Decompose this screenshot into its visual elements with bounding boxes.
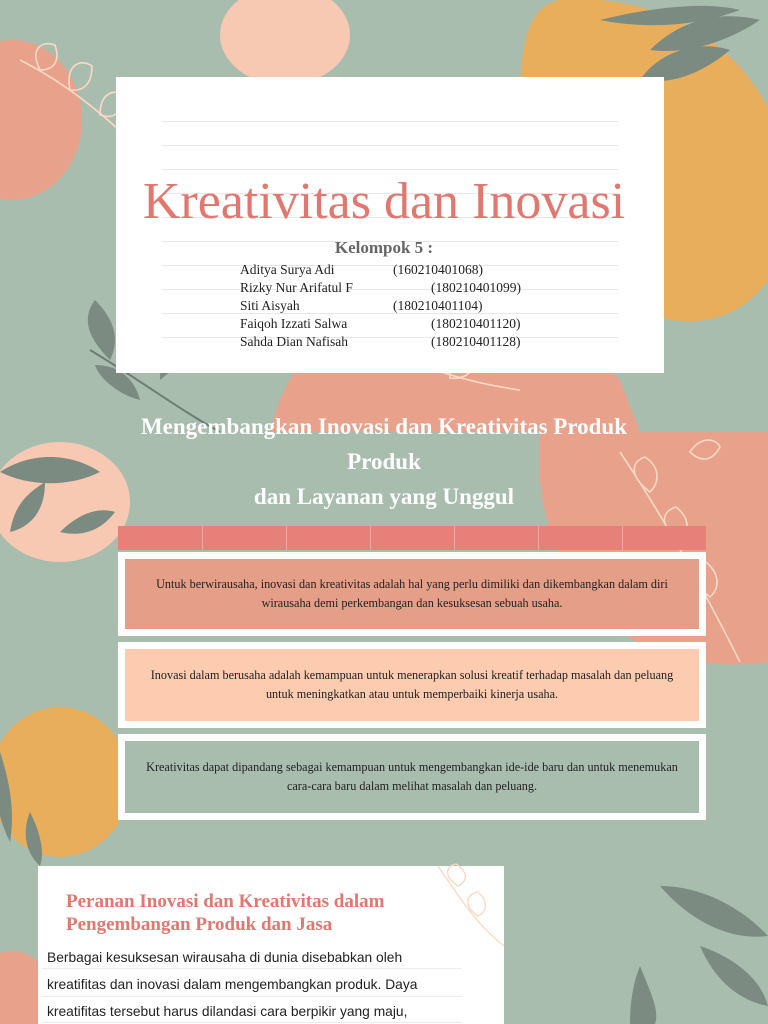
member-name: Rizky Nur Arifatul F <box>240 280 353 295</box>
info-box-text: Kreativitas dapat dipandang sebagai kemampuan untuk mengembangkan ide-ide baru dan untuk menemukan cara-cara baru dalam melihat masalah dan peluang. <box>125 741 699 813</box>
member-nim: (180210401120) <box>431 316 521 331</box>
info-box-text: Inovasi dalam berusaha adalah kemampuan untuk menerapkan solusi kreatif terhadap masalah dan peluang untuk meningkatkan atau untuk memperbaiki kinerja usaha. <box>125 649 699 721</box>
presentation-title: Kreativitas dan Inovasi <box>142 173 626 230</box>
member-name: Aditya Surya Adi <box>240 262 335 277</box>
slide3-title-line1: Peranan Inovasi dan Kreativitas dalam <box>66 891 385 912</box>
body-text-line: kreatifitas tersebut harus dilandasi cara berpikir yang maju, <box>47 1004 408 1019</box>
info-box-3 <box>118 734 706 820</box>
slide3-title-line2: Pengembangan Produk dan Jasa <box>66 914 333 935</box>
section-heading-line3: dan Layanan yang Unggul <box>253 484 515 509</box>
info-box-text: Untuk berwirausaha, inovasi dan kreativitas adalah hal yang perlu dimiliki dan dikembangkan dalam diri wirausaha demi perkembangan dan kesuksesan sebuah usaha. <box>125 559 699 629</box>
member-nim: (180210401128) <box>431 334 521 349</box>
slide3-title <box>66 890 384 936</box>
group-label: Kelompok 5 : <box>334 238 434 257</box>
member-nim: (180210401099) <box>431 280 521 295</box>
slide-title <box>0 0 768 432</box>
member-name: Sahda Dian Nafisah <box>240 334 348 349</box>
section-heading-line1: Mengembangkan Inovasi dan Kreativitas Produk <box>140 414 628 439</box>
info-box-1 <box>118 552 706 636</box>
section-heading-line2: Produk <box>347 449 421 474</box>
header-bar <box>118 526 706 550</box>
member-name: Siti Aisyah <box>240 298 300 313</box>
gray-leaves <box>630 886 768 1024</box>
body-text-line: Berbagai kesuksesan wirausaha di dunia disebabkan oleh <box>47 950 403 965</box>
member-name: Faiqoh Izzati Salwa <box>240 316 348 331</box>
member-nim: (160210401068) <box>393 262 483 277</box>
body-text-line: kreatifitas dan inovasi dalam mengembangkan produk. Daya <box>47 977 418 992</box>
member-nim: (180210401104) <box>393 298 483 313</box>
info-box-2 <box>118 642 706 728</box>
peach-blob <box>220 0 350 85</box>
orange-blob <box>0 707 130 857</box>
